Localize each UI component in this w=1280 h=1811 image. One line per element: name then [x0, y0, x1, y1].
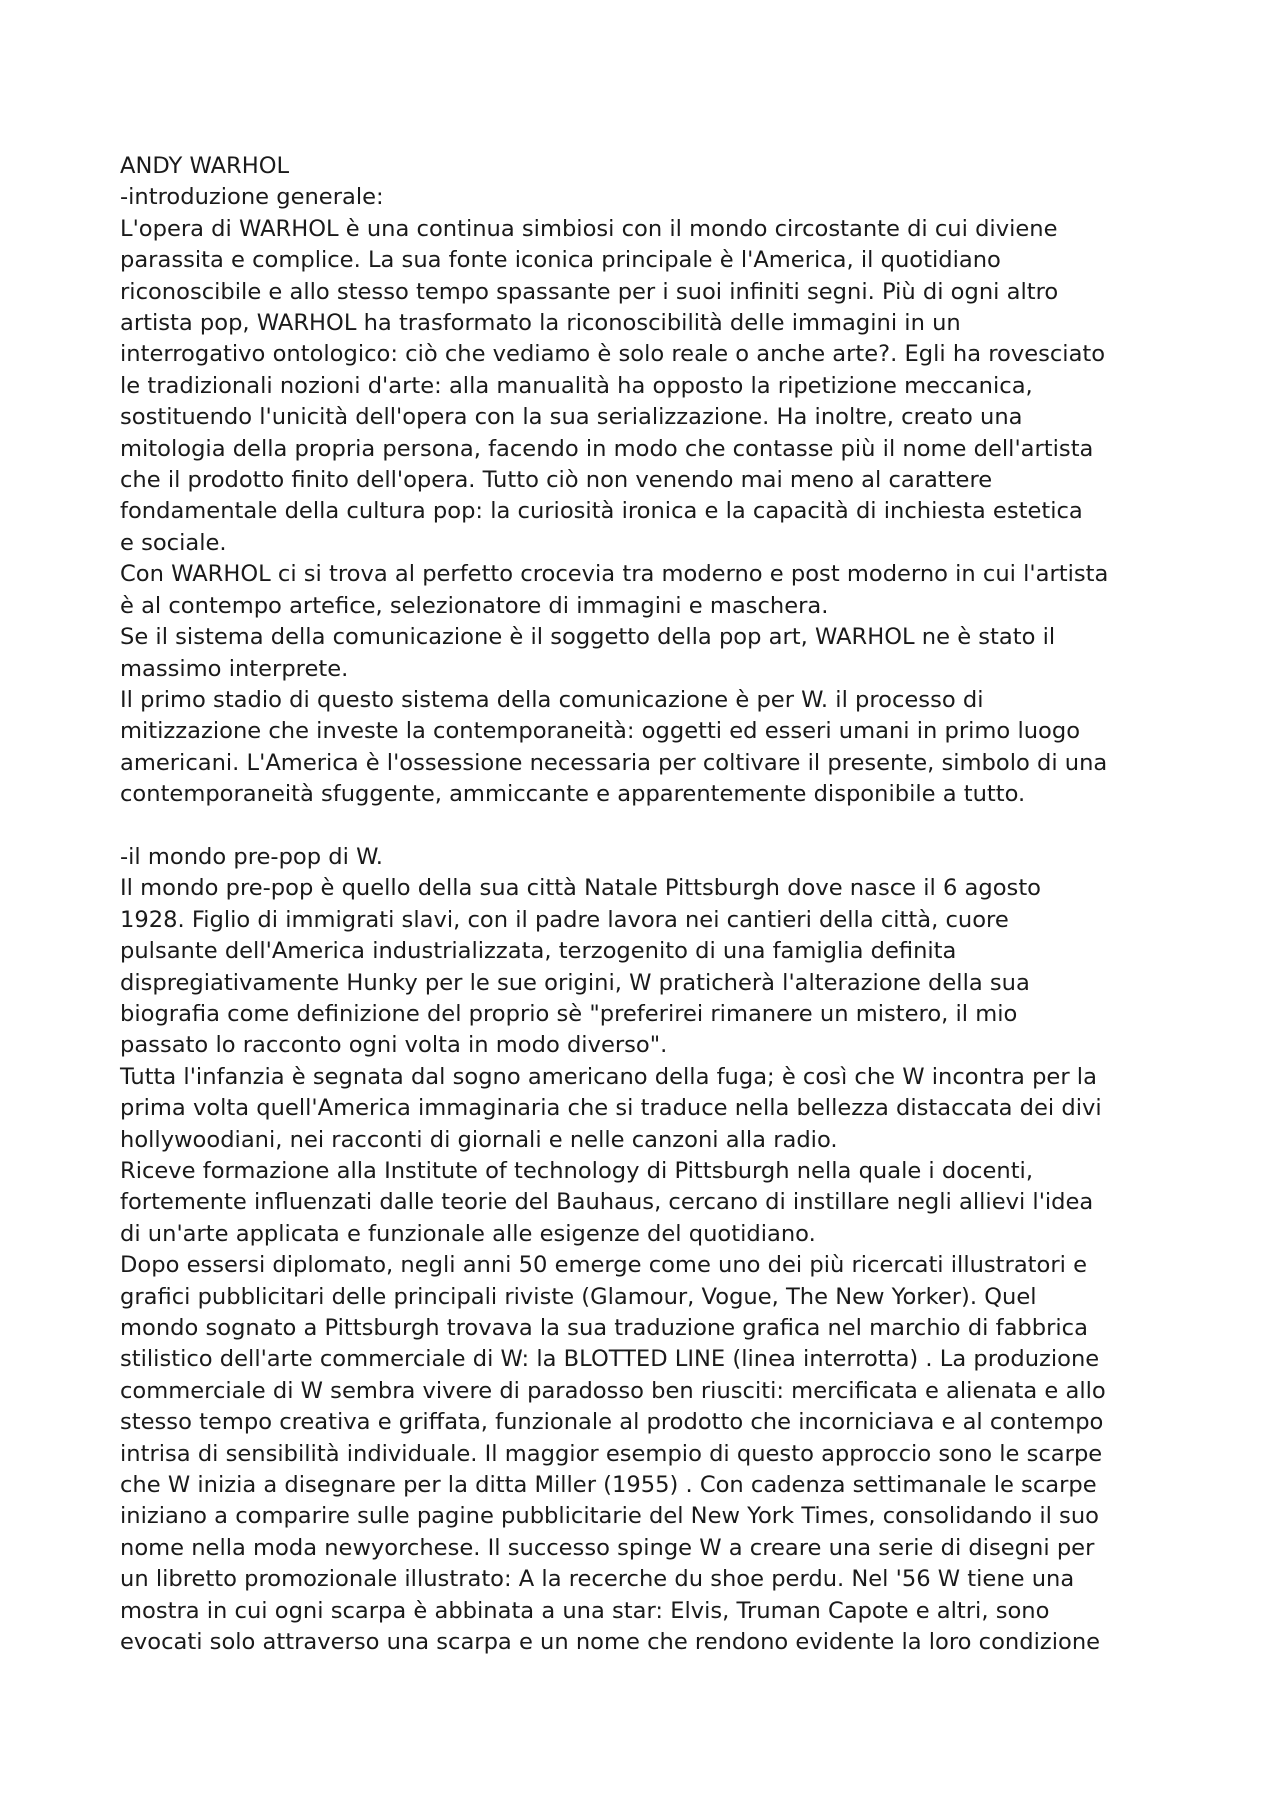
text-line: prima volta quell'America immaginaria che si traduce nella bellezza distaccata dei divi: [120, 1095, 1102, 1122]
text-line: iniziano a comparire sulle pagine pubblicitarie del New York Times, consolidando il suo: [120, 1503, 1099, 1530]
text-line: dispregiativamente Hunky per le sue origini, W praticherà l'alterazione della sua: [120, 969, 1030, 996]
text-line: Con WARHOL ci si trova al perfetto crocevia tra moderno e post moderno in cui l'artista: [120, 561, 1109, 588]
section-introduzione-body: [120, 214, 1170, 811]
section-heading-introduzione: -introduzione generale:: [120, 184, 384, 211]
text-line: Dopo essersi diplomato, negli anni 50 emerge come uno dei più ricercati illustratori e: [120, 1252, 1088, 1279]
text-line: fortemente influenzati dalle teorie del Bauhaus, cercano di instillare negli allievi l'idea: [120, 1189, 1094, 1216]
text-line: riconoscibile e allo stesso tempo spassante per i suoi infiniti segni. Più di ogni altro: [120, 278, 1059, 305]
text-line: che il prodotto finito dell'opera. Tutto ciò non venendo mai meno al carattere: [120, 467, 993, 494]
text-line: massimo interprete.: [120, 655, 349, 682]
text-line: che W inizia a disegnare per la ditta Miller (1955) . Con cadenza settimanale le scarpe: [120, 1472, 1097, 1499]
text-line: è al contempo artefice, selezionatore di immagini e maschera.: [120, 592, 829, 619]
text-line: le tradizionali nozioni d'arte: alla manualità ha opposto la ripetizione meccanica,: [120, 372, 1033, 399]
text-line: L'opera di WARHOL è una continua simbiosi con il mondo circostante di cui diviene: [120, 215, 1058, 242]
text-line: mitizzazione che investe la contemporaneità: oggetti ed esseri umani in primo luogo: [120, 718, 1081, 745]
document-title: ANDY WARHOL: [120, 153, 290, 179]
text-line: mostra in cui ogni scarpa è abbinata a una star: Elvis, Truman Capote e altri, sono: [120, 1597, 1050, 1624]
text-line: interrogativo ontologico: ciò che vediamo è solo reale o anche arte?. Egli ha rovesciato: [120, 341, 1106, 368]
text-line: stilistico dell'arte commerciale di W: la BLOTTED LINE (linea interrotta) . La produzione: [120, 1346, 1100, 1373]
text-line: Riceve formazione alla Institute of technology di Pittsburgh nella quale i docenti,: [120, 1157, 1034, 1184]
text-line: mondo sognato a Pittsburgh trovava la sua traduzione grafica nel marchio di fabbrica: [120, 1315, 1088, 1342]
text-line: commerciale di W sembra vivere di paradosso ben riusciti: mercificata e alienata e allo: [120, 1377, 1106, 1404]
text-line: di un'arte applicata e funzionale alle esigenze del quotidiano.: [120, 1220, 816, 1247]
section-pre-pop-body: [120, 873, 1170, 1658]
text-line: parassita e complice. La sua fonte iconica principale è l'America, il quotidiano: [120, 247, 1001, 274]
text-line: biografia come definizione del proprio sè "preferirei rimanere un mistero, il mio: [120, 1000, 1018, 1027]
text-line: Il mondo pre-pop è quello della sua città Natale Pittsburgh dove nasce il 6 agosto: [120, 875, 1042, 902]
text-line: Il primo stadio di questo sistema della comunicazione è per W. il processo di: [120, 686, 984, 713]
document-body: [120, 151, 1170, 1658]
text-line: 1928. Figlio di immigrati slavi, con il padre lavora nei cantieri della città, cuore: [120, 906, 1009, 933]
text-line: grafici pubblicitari delle principali riviste (Glamour, Vogue, The New Yorker). Quel: [120, 1283, 1037, 1310]
text-line: intrisa di sensibilità individuale. Il maggior esempio di questo approccio sono le scarpe: [120, 1440, 1103, 1467]
text-line: passato lo racconto ogni volta in modo diverso".: [120, 1032, 668, 1059]
text-line: Se il sistema della comunicazione è il soggetto della pop art, WARHOL ne è stato il: [120, 624, 1056, 651]
text-line: e sociale.: [120, 529, 227, 556]
text-line: pulsante dell'America industrializzata, terzogenito di una famiglia definita: [120, 938, 957, 965]
paragraph-spacer: [120, 811, 1170, 842]
text-line: sostituendo l'unicità dell'opera con la sua serializzazione. Ha inoltre, creato una: [120, 404, 1023, 431]
text-line: contemporaneità sfuggente, ammiccante e apparentemente disponibile a tutto.: [120, 781, 1026, 808]
text-line: mitologia della propria persona, facendo in modo che contasse più il nome dell'artista: [120, 435, 1094, 462]
text-line: evocati solo attraverso una scarpa e un nome che rendono evidente la loro condizione: [120, 1629, 1101, 1656]
text-line: un libretto promozionale illustrato: A la recerche du shoe perdu. Nel '56 W tiene una: [120, 1566, 1075, 1593]
section-heading-pre-pop: -il mondo pre-pop di W.: [120, 843, 383, 870]
text-line: artista pop, WARHOL ha trasformato la riconoscibilità delle immagini in un: [120, 310, 961, 337]
text-line: hollywoodiani, nei racconti di giornali e nelle canzoni alla radio.: [120, 1126, 838, 1153]
text-line: fondamentale della cultura pop: la curiosità ironica e la capacità di inchiesta estetica: [120, 498, 1083, 525]
text-line: americani. L'America è l'ossessione necessaria per coltivare il presente, simbolo di una: [120, 749, 1108, 776]
text-line: Tutta l'infanzia è segnata dal sogno americano della fuga; è così che W incontra per la: [120, 1063, 1097, 1090]
text-line: nome nella moda newyorchese. Il successo spinge W a creare una serie di disegni per: [120, 1534, 1095, 1561]
text-line: stesso tempo creativa e griffata, funzionale al prodotto che incorniciava e al contempo: [120, 1409, 1104, 1436]
